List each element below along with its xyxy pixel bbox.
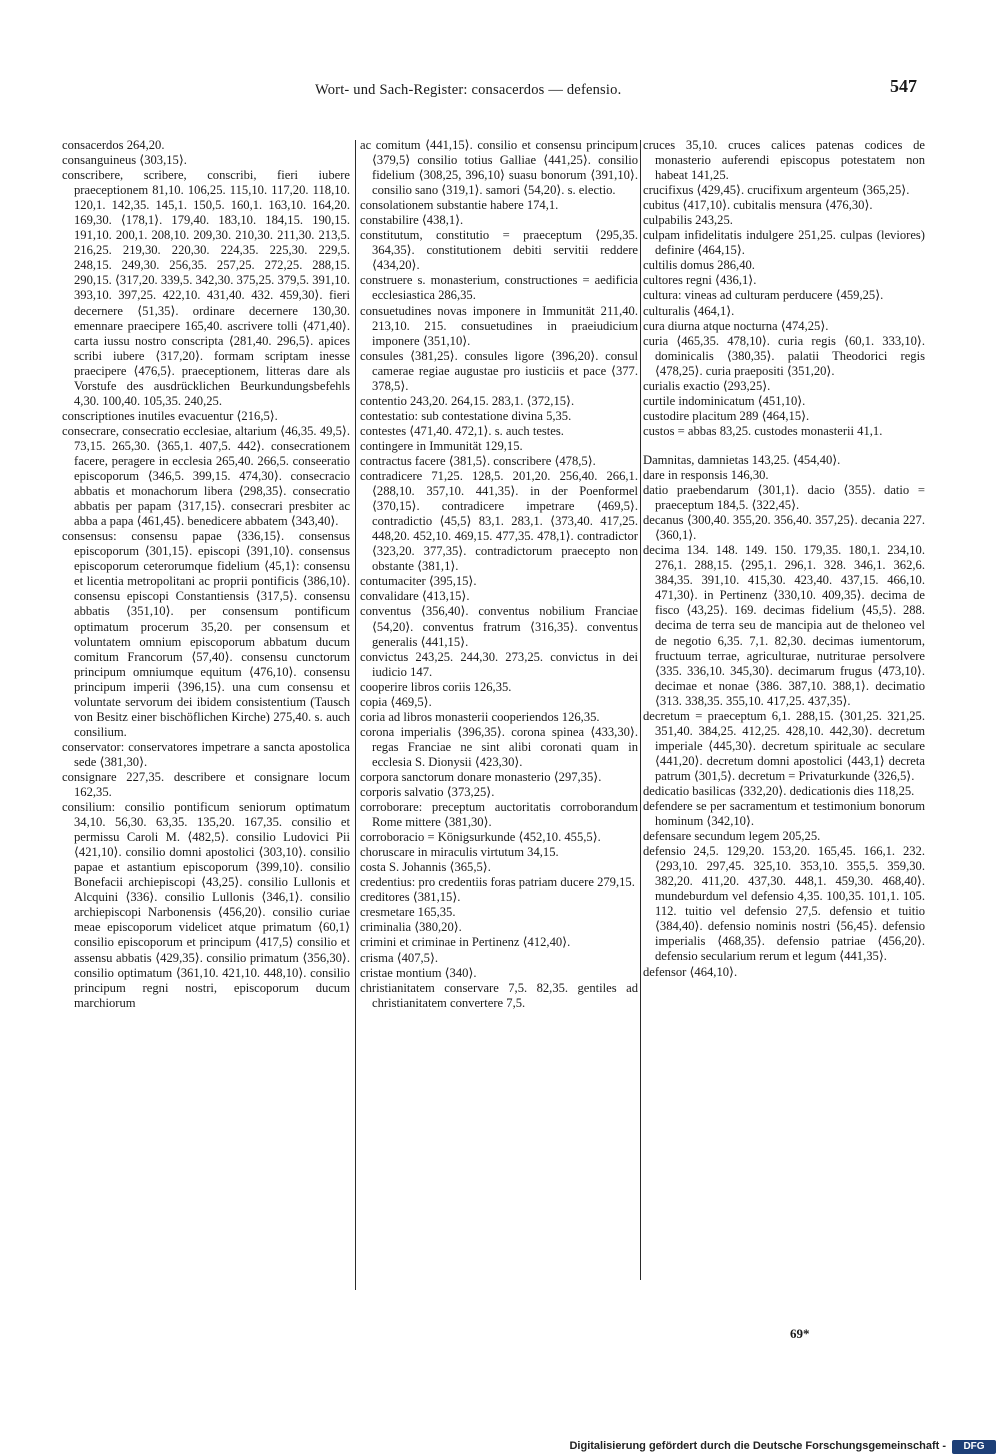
- funding-credit: Digitalisierung gefördert durch die Deutsche Forschungsgemeinschaft -: [569, 1440, 946, 1452]
- index-entry: contingere in Immunität 129,15.: [360, 438, 523, 453]
- index-entry: conscriptiones inutiles evacuentur ⟨216,5⟩.: [62, 408, 278, 423]
- index-entry: decima 134. 148. 149. 150. 179,35. 180,1. 234,10. 276,1. 288,15. ⟨295,1. 296,1. 328. 346,1. 362,6. 384,35. 391,10. 415,30. 423,40. 437,15. 466,10. 471,30⟩. in Pertinenz ⟨330,10. 409,35⟩. decima de fisco ⟨43,25⟩. 169. decimas fidelium ⟨45,5⟩. 288. decima de terra seu de mancipia aut de theloneo vel de negotio 6,35. 7,1. 82,30. decimas iumentorum, fructuum terrae, agriculturae, nutriturae persolvere ⟨335. 336,10. 345,30⟩. decimarum frugus ⟨473,10⟩. decimae et nonae ⟨386. 387,10. 388,1⟩. decimatio ⟨313. 338,35. 355,10. 417,25. 437,35⟩.: [643, 543, 925, 708]
- index-entry: dedicatio basilicas ⟨332,20⟩. dedicationis dies 118,25.: [643, 783, 915, 798]
- index-entry: cresmetare 165,35.: [360, 905, 456, 920]
- index-entry: defensor ⟨464,10⟩.: [643, 964, 738, 979]
- index-entry: copia ⟨469,5⟩.: [360, 694, 432, 709]
- index-entry: conventus ⟨356,40⟩. conventus nobilium Franciae ⟨54,20⟩. conventus fratrum ⟨316,35⟩. conventus generalis ⟨441,15⟩.: [360, 604, 638, 649]
- index-entry: custodire placitum 289 ⟨464,15⟩.: [643, 408, 810, 423]
- index-entry: dare in responsis 146,30.: [643, 467, 769, 482]
- index-entry: cultores regni ⟨436,1⟩.: [643, 273, 757, 288]
- index-entry: choruscare in miraculis virtutum 34,15.: [360, 845, 559, 860]
- index-entry: crisma ⟨407,5⟩.: [360, 950, 439, 965]
- index-entry: defensio 24,5. 129,20. 153,20. 165,45. 166,1. 232. ⟨293,10. 297,45. 325,10. 353,10. 355,5. 359,30. 382,20. 411,20. 437,30. 448,1. 459,30. 468,40⟩. mundeburdum vel defensio 4,35. 100,35. 101,1. 105. 112. tuitio vel defensio 27,5. defensio et tuitio ⟨384,40⟩. defensio nominis nostri ⟨56,45⟩. defensio imperialis ⟨468,35⟩. defensio patriae ⟨456,20⟩. defensio secularium rerum et legum ⟨441,35⟩.: [643, 844, 925, 964]
- index-entry: Damnitas, damnietas 143,25. ⟨454,40⟩.: [643, 452, 841, 467]
- index-entry: conscribere, scribere, conscribi, fieri iubere praeceptionem 81,10. 106,25. 115,10. 117,20. 118,10. 120,1. 142,35. 145,1. 150,5. 160,1. 163,10. 164,20. 169,30. ⟨178,1⟩. 179,40. 183,10. 184,15. 190,15. 191,10. 200,1. 208,10. 209,30. 210,30. 211,30. 213,5. 216,25. 219,30. 220,30. 224,35. 225,30. 229,5. 248,15. 249,30. 256,35. 257,25. 272,25. 288,15. 290,15. ⟨317,20. 339,5. 342,30. 375,25. 379,5. 391,10. 393,10. 397,25. 422,10. 431,40. 432. 459,30⟩. fieri decernere ⟨51,35⟩. ordinare decernere 130,30. emennare praecipere 165,40. ascrivere tolli ⟨471,40⟩. carta iussu nostro conscripta ⟨281,40. 296,5⟩. apices scribi iubere ⟨317,20⟩. formam scriptam inesse praecipere ⟨476,5⟩. praeceptionem, litteras dare als Vorstufe des ausdrücklichen Beurkundungsbefehls 4,30. 100,40. 105,35. 240,25.: [62, 168, 350, 408]
- index-entry: decretum = praeceptum 6,1. 288,15. ⟨301,25. 321,25. 351,40. 384,25. 412,25. 428,10. 442,30⟩. decretum imperiale ⟨445,30⟩. decretum spirituale ac seculare ⟨441,20⟩. decretum domni apostolici ⟨443,1⟩ decreta patrum ⟨301,5⟩. decretum = Privaturkunde ⟨326,5⟩.: [643, 708, 925, 783]
- index-entry: cultura: vineas ad culturam perducere ⟨459,25⟩.: [643, 288, 884, 303]
- index-entry: consecrare, consecratio ecclesiae, altarium ⟨46,35. 49,5⟩. 73,15. 265,30. ⟨365,1. 407,5. 442⟩. consecrationem facere, peragere in ecclesia 265,40. 266,5. conseeratio episcoporum ⟨346,5. 399,15. 474,30⟩. consecracio abbatis et monachorum libera ⟨298,35⟩. consecratio abbatis per papam ⟨317,15⟩. consecrari presbiter ac abba a papa ⟨461,45⟩. benedicere abbatem ⟨343,40⟩.: [62, 423, 350, 529]
- index-entry: coria ad libros monasterii cooperiendos 126,35.: [360, 709, 600, 724]
- index-entry: convalidare ⟨413,15⟩.: [360, 589, 470, 604]
- index-entry: corona imperialis ⟨396,35⟩. corona spinea ⟨433,30⟩. regas Franciae ne sint alibi coronati quam in ecclesia S. Dionysii ⟨423,30⟩.: [360, 724, 638, 769]
- index-entry: decanus ⟨300,40. 355,20. 356,40. 357,25⟩. decania 227. ⟨360,1⟩.: [643, 513, 925, 543]
- column-divider: [355, 140, 356, 1290]
- index-entry: christianitatem conservare 7,5. 82,35. gentiles ad christianitatem convertere 7,5.: [360, 980, 638, 1010]
- index-entry: defensare secundum legem 205,25.: [643, 829, 821, 844]
- index-entry: contentio 243,20. 264,15. 283,1. ⟨372,15⟩.: [360, 393, 575, 408]
- index-entry: culturalis ⟨464,1⟩.: [643, 303, 735, 318]
- index-entry: curia ⟨465,35. 478,10⟩. curia regis ⟨60,1. 333,10⟩. dominicalis ⟨380,35⟩. palatii Theodorici regis ⟨478,25⟩. curia praepositi ⟨351,20⟩.: [643, 333, 925, 378]
- index-entry: conservator: conservatores impetrare a sancta apostolica sede ⟨381,30⟩.: [62, 739, 350, 769]
- index-entry: corpora sanctorum donare monasterio ⟨297,35⟩.: [360, 769, 602, 784]
- index-column-left: [62, 138, 350, 1011]
- index-entry: cooperire libros coriis 126,35.: [360, 679, 512, 694]
- index-entry: consilium: consilio pontificum seniorum optimatum 34,10. 56,30. 63,35. 135,20. 167,35. consilio et permissu Caroli M. ⟨482,5⟩. consilio Ludovici Pii ⟨421,10⟩. consilio domni apostolici ⟨303,10⟩. consilio papae et astantium episcoporum ⟨399,10⟩. consilio Bonefacii archiepiscopi ⟨43,25⟩. consilio Lullonis et Alcquini ⟨336⟩. consilio Lullonis ⟨346,1⟩. consilio archiepiscopi Narbonensis ⟨456,20⟩. consilio curiae meae episcoporum videlicet atque primatum ⟨60,1⟩ consilio episcoporum et principum ⟨417,5⟩ consilio et assensu abbatis ⟨429,35⟩. consilio primatum ⟨356,30⟩. consilio optimatum ⟨361,10. 421,10. 448,10⟩. consilio principum regni nostri, episcoporum ducum marchiorum: [62, 800, 350, 1010]
- page-header: [60, 76, 925, 106]
- index-entry: contumaciter ⟨395,15⟩.: [360, 574, 477, 589]
- index-entry: crimini et criminae in Pertinenz ⟨412,40⟩.: [360, 935, 571, 950]
- index-entry: credentius: pro credentiis foras patriam ducere 279,15.: [360, 875, 635, 890]
- index-column-right: [643, 138, 925, 980]
- index-column-middle: [360, 138, 638, 1011]
- index-entry: culpabilis 243,25.: [643, 213, 733, 228]
- index-entry: convictus 243,25. 244,30. 273,25. convictus in dei iudicio 147.: [360, 649, 638, 679]
- index-entry: contestatio: sub contestatione divina 5,35.: [360, 408, 572, 423]
- index-entry: cultilis domus 286,40.: [643, 258, 755, 273]
- index-entry: criminalia ⟨380,20⟩.: [360, 920, 462, 935]
- page-number: 547: [890, 76, 917, 96]
- index-entry: custos = abbas 83,25. custodes monasterii 41,1.: [643, 423, 883, 438]
- index-entry: consensus: consensu papae ⟨336,15⟩. consensus episcoporum ⟨301,15⟩. episcopi ⟨391,10⟩. consensus episcoporum ceterorumque fidelium ⟨45,1⟩: consensu et licentia metropolitani ac proprii pontificis ⟨386,10⟩. consensu episcopi Constantiensis ⟨317,5⟩. consensu abbatis ⟨351,10⟩. per consensum pontificum optimatum procerum 35,20. per consensum et voluntatem omnium episcoporum abbatum ducum comitum Francorum ⟨57,40⟩. consensu cunctorum principum omniumque equitum ⟨476,10⟩. consensu principum imperii ⟨396,15⟩. una cum consensu et voluntate servorum dei ibidem consistentium (Tausch von Besitz einer bischöflichen Kirche) 275,40. s. auch consilium.: [62, 529, 350, 739]
- index-entry: consacerdos 264,20.: [62, 138, 165, 152]
- index-entry: consolationem substantie habere 174,1.: [360, 198, 559, 213]
- index-entry: corporis salvatio ⟨373,25⟩.: [360, 785, 495, 800]
- index-entry: consuetudines novas imponere in Immunität 211,40. 213,10. 215. consuetudines in praeiudicium imponere ⟨351,10⟩.: [360, 303, 638, 348]
- index-entry: cura diurna atque nocturna ⟨474,25⟩.: [643, 318, 829, 333]
- index-entry: constitutum, constitutio = praeceptum ⟨295,35. 364,35⟩. constitutionem debiti servitii reddere ⟨434,20⟩.: [360, 228, 638, 273]
- index-entry: corroboracio = Königsurkunde ⟨452,10. 455,5⟩.: [360, 830, 601, 845]
- index-entry: corroborare: preceptum auctoritatis corroborandum Rome mittere ⟨381,30⟩.: [360, 800, 638, 830]
- index-entry: contradicere 71,25. 128,5. 201,20. 256,40. 266,1. ⟨288,10. 357,10. 441,35⟩. in der Poenformel ⟨370,15⟩. contradicere impetrare ⟨469,5⟩. contradictio ⟨45,5⟩ 83,1. 283,1. ⟨373,40. 417,25. 448,20. 452,10. 469,15. 477,35. 478,1⟩. contradictor ⟨323,20. 377,35⟩. contradictorum praecepto non obstante ⟨381,1⟩.: [360, 469, 638, 574]
- index-entry: cubitus ⟨417,10⟩. cubitalis mensura ⟨476,30⟩.: [643, 198, 873, 213]
- index-entry: contestes ⟨471,40. 472,1⟩. s. auch testes.: [360, 423, 564, 438]
- index-entry: curialis exactio ⟨293,25⟩.: [643, 378, 771, 393]
- index-entry: cristae montium ⟨340⟩.: [360, 965, 477, 980]
- index-entry: cruces 35,10. cruces calices patenas codices de monasterio auferendi episcopus potestatem non habeat 141,25.: [643, 138, 925, 183]
- footer: [0, 1440, 1000, 1455]
- index-entry: costa S. Johannis ⟨365,5⟩.: [360, 860, 491, 875]
- index-entry: culpam infidelitatis indulgere 251,25. culpas (leviores) definire ⟨464,15⟩.: [643, 228, 925, 258]
- index-entry: contractus facere ⟨381,5⟩. conscribere ⟨478,5⟩.: [360, 453, 596, 468]
- index-entry: crucifixus ⟨429,45⟩. crucifixum argenteum ⟨365,25⟩.: [643, 183, 910, 198]
- index-entry: consules ⟨381,25⟩. consules ligore ⟨396,20⟩. consul camerae regiae augustae pro iusticiis et pace ⟨377. 378,5⟩.: [360, 348, 638, 393]
- index-entry: consignare 227,35. describere et consignare locum 162,35.: [62, 769, 350, 800]
- index-entry: ac comitum ⟨441,15⟩. consilio et consensu principum ⟨379,5⟩ consilio totius Galliae ⟨441,25⟩. consilio fidelium ⟨308,25, 396,10⟩ suasu bonorum ⟨391,10⟩. consilio sano ⟨319,1⟩. samori ⟨54,20⟩. s. electio.: [360, 138, 638, 198]
- index-entry: curtile indominicatum ⟨451,10⟩.: [643, 393, 806, 408]
- index-entry: constabilire ⟨438,1⟩.: [360, 213, 464, 228]
- index-entry: creditores ⟨381,15⟩.: [360, 890, 461, 905]
- index-entry: consanguineus ⟨303,15⟩.: [62, 153, 187, 168]
- signature-mark: 69*: [790, 1326, 810, 1341]
- index-entry: defendere se per sacramentum et testimonium bonorum hominum ⟨342,10⟩.: [643, 799, 925, 829]
- index-entry: construere s. monasterium, constructiones = aedificia ecclesiastica 286,35.: [360, 273, 638, 303]
- dfg-logo: DFG: [952, 1440, 996, 1454]
- running-title: Wort- und Sach-Register: consacerdos — defensio.: [315, 82, 622, 98]
- column-divider: [640, 140, 641, 1280]
- index-entry: datio praebendarum ⟨301,1⟩. dacio ⟨355⟩. datio = praeceptum 184,5. ⟨322,45⟩.: [643, 483, 925, 513]
